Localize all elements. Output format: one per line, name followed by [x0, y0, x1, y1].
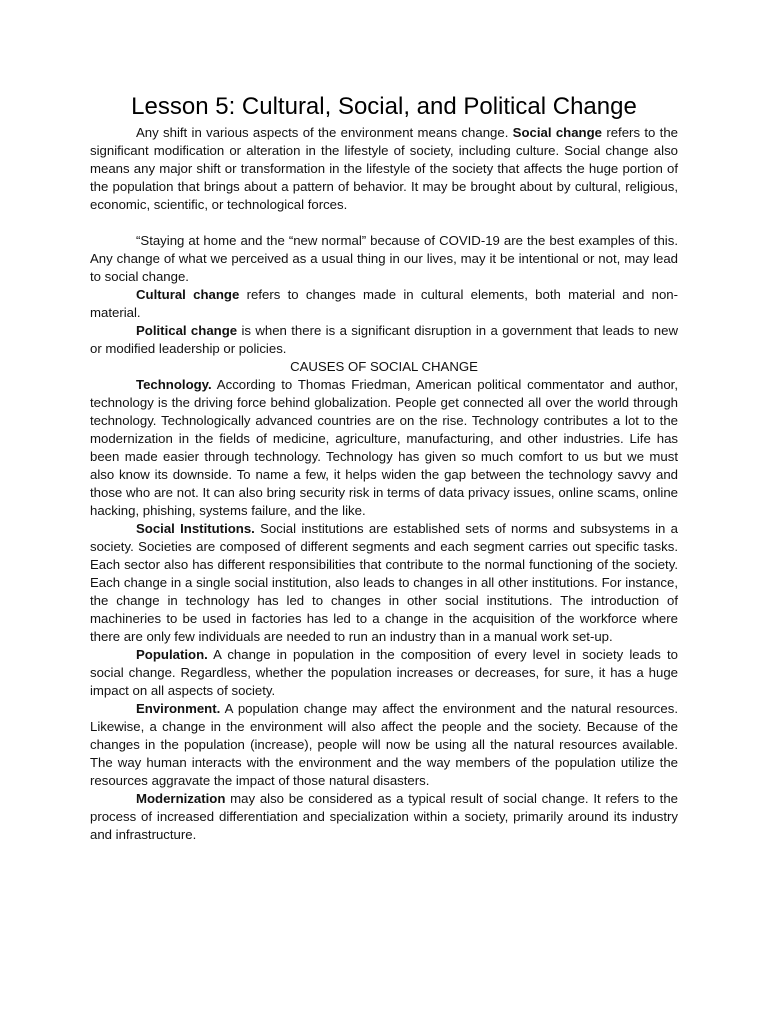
paragraph-population — [90, 646, 678, 700]
term-technology: Technology. — [136, 377, 212, 392]
term-social-institutions: Social Institutions. — [136, 521, 255, 536]
term-cultural-change: Cultural change — [136, 287, 240, 302]
term-population: Population. — [136, 647, 208, 662]
intro-text-a: Any shift in various aspects of the environment means change. — [136, 125, 513, 140]
paragraph-covid: “Staying at home and the “new normal” because of COVID-19 are the best examples of this. Any change of what we perceived as a usual thing in our lives, may it be intentional or not, may lead to social change. — [90, 233, 678, 284]
paragraph-intro — [90, 124, 678, 214]
paragraph-political-change — [90, 322, 678, 358]
paragraph-spacer — [90, 214, 678, 232]
intro-text-b: refers to the significant modification or alteration in the lifestyle of society, including culture. Social change also means any major shift or transformation in the lifestyle of the society that affects the huge portion of the population that brings about a pattern of behavior. It may be brought about by cultural, religious, economic, scientific, or technological forces. — [90, 125, 678, 212]
document-page — [90, 92, 678, 844]
paragraph-environment — [90, 700, 678, 790]
paragraph-modernization — [90, 790, 678, 844]
paragraph-cultural-change — [90, 286, 678, 322]
paragraph-social-institutions — [90, 520, 678, 646]
paragraph-technology — [90, 376, 678, 520]
cultural-change-text: refers to changes made in cultural elements, both material and non-material. — [90, 287, 679, 320]
political-change-text: is when there is a significant disruption in a government that leads to new or modified leadership or policies. — [90, 323, 678, 356]
term-social-change: Social change — [512, 125, 603, 140]
technology-text: According to Thomas Friedman, American political commentator and author, technology is the driving force behind globalization. People get connected all over the world through technology. Technologically advanced countries are on the rise. Technology contributes a lot to the modernization in the fields of medicine, agriculture, manufacturing, and other industries. Life has been made easier through technology. Technology has given so much comfort to us but we must also know its downside. To name a few, it helps widen the gap between the technology savvy and those who are not. It can also bring security risk in terms of data privacy issues, online scams, online hacking, phishing, systems failure, and the like. — [90, 377, 678, 518]
page-title: Lesson 5: Cultural, Social, and Political Change — [131, 93, 637, 120]
population-text: A change in population in the composition of every level in society leads to social change. Regardless, whether the population increases or decreases, for sure, it has a huge impact on all aspects of society. — [90, 647, 678, 698]
term-environment: Environment. — [136, 701, 221, 716]
term-political-change: Political change — [136, 323, 238, 338]
social-institutions-text: Social institutions are established sets of norms and subsystems in a society. Societies are composed of different segments and each segment carries out specific tasks. Each sector also has different responsibilities that contribute to the normal functioning of the society. Each change in a single social institution, also leads to changes in all other institutions. For instance, the change in technology has led to changes in other social institutions. The introduction of machineries to be used in factories has led to a change in the acquisition of the workforce where there are only few individuals are needed to run an industry than in a manual work set-up. — [90, 521, 678, 644]
modernization-text: may also be considered as a typical result of social change. It refers to the process of increased differentiation and specialization within a society, primarily around its industry and infrastructure. — [90, 791, 678, 842]
section-heading-causes: CAUSES OF SOCIAL CHANGE — [290, 359, 478, 374]
environment-text: A population change may affect the environment and the natural resources. Likewise, a change in the environment will also affect the people and the society. Because of the changes in the population (increase), people will now be using all the natural resources available. The way human interacts with the environment and the way members of the population utilize the resources aggravate the impact of those natural disasters. — [90, 701, 678, 788]
term-modernization: Modernization — [136, 791, 226, 806]
